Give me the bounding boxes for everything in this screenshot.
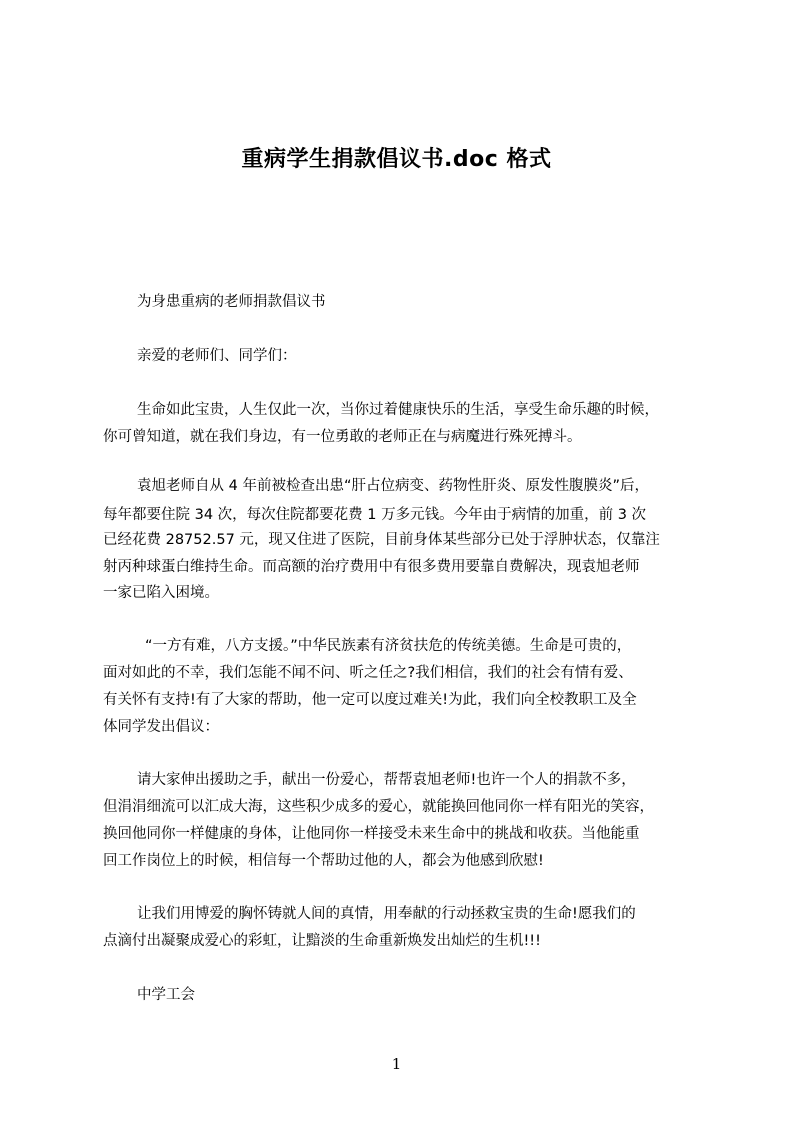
paragraph-line: 有关怀有支持!有了大家的帮助，他一定可以度过难关!为此，我们向全校教职工及全	[103, 692, 637, 708]
paragraph-line: 让我们用博爱的胸怀铸就人间的真情，用奉献的行动拯救宝贵的生命!愿我们的	[137, 906, 636, 922]
paragraph-line: 但涓涓细流可以汇成大海，这些积少成多的爱心，就能换回他同你一样有阳光的笑容，	[103, 799, 654, 815]
letter-heading: 为身患重病的老师捐款倡议书	[137, 294, 326, 310]
page-number: 1	[391, 1055, 402, 1073]
paragraph-line: “一方有难，八方支援。”中华民族素有济贫扶危的传统美德。生命是可贵的，	[145, 638, 632, 654]
paragraph-line: 你可曾知道，就在我们身边，有一位勇敢的老师正在与病魔进行殊死搏斗。	[103, 429, 582, 445]
document-title: 重病学生捐款倡议书.doc 格式	[241, 147, 552, 172]
paragraph-line: 面对如此的不幸，我们怎能不闻不问、听之任之?我们相信，我们的社会有情有爱、	[103, 665, 633, 681]
paragraph-line: 一家已陷入困境。	[103, 585, 219, 601]
paragraph-line: 每年都要住院 34 次，每次住院都要花费 1 万多元钱。今年由于病情的加重，前 3 次	[103, 507, 647, 523]
paragraph-line: 射丙种球蛋白维持生命。而高额的治疗费用中有很多费用要靠自费解决，现袁旭老师	[103, 559, 640, 575]
paragraph-line: 已经花费 28752.57 元，现又住进了医院，目前身体某些部分已处于浮肿状态，仅靠注	[103, 532, 660, 548]
paragraph-line: 换回他同你一样健康的身体，让他同你一样接受未来生命中的挑战和收获。当他能重	[103, 826, 640, 842]
paragraph-line: 生命如此宝贵，人生仅此一次，当你过着健康快乐的生活，享受生命乐趣的时候，	[137, 402, 659, 418]
salutation: 亲爱的老师们、同学们：	[137, 348, 297, 364]
paragraph-line: 点滴付出凝聚成爱心的彩虹，让黯淡的生命重新焕发出灿烂的生机!!!	[103, 933, 541, 949]
paragraph-line: 体同学发出倡议：	[103, 719, 219, 735]
signature: 中学工会	[137, 987, 195, 1003]
paragraph-line: 回工作岗位上的时候，相信每一个帮助过他的人，都会为他感到欣慰!	[103, 853, 544, 869]
paragraph-line: 请大家伸出援助之手，献出一份爱心，帮帮袁旭老师!也许一个人的捐款不多，	[137, 772, 636, 788]
paragraph-line: 袁旭老师自从 4 年前被检查出患“肝占位病变、药物性肝炎、原发性腹膜炎”后，	[137, 478, 649, 494]
